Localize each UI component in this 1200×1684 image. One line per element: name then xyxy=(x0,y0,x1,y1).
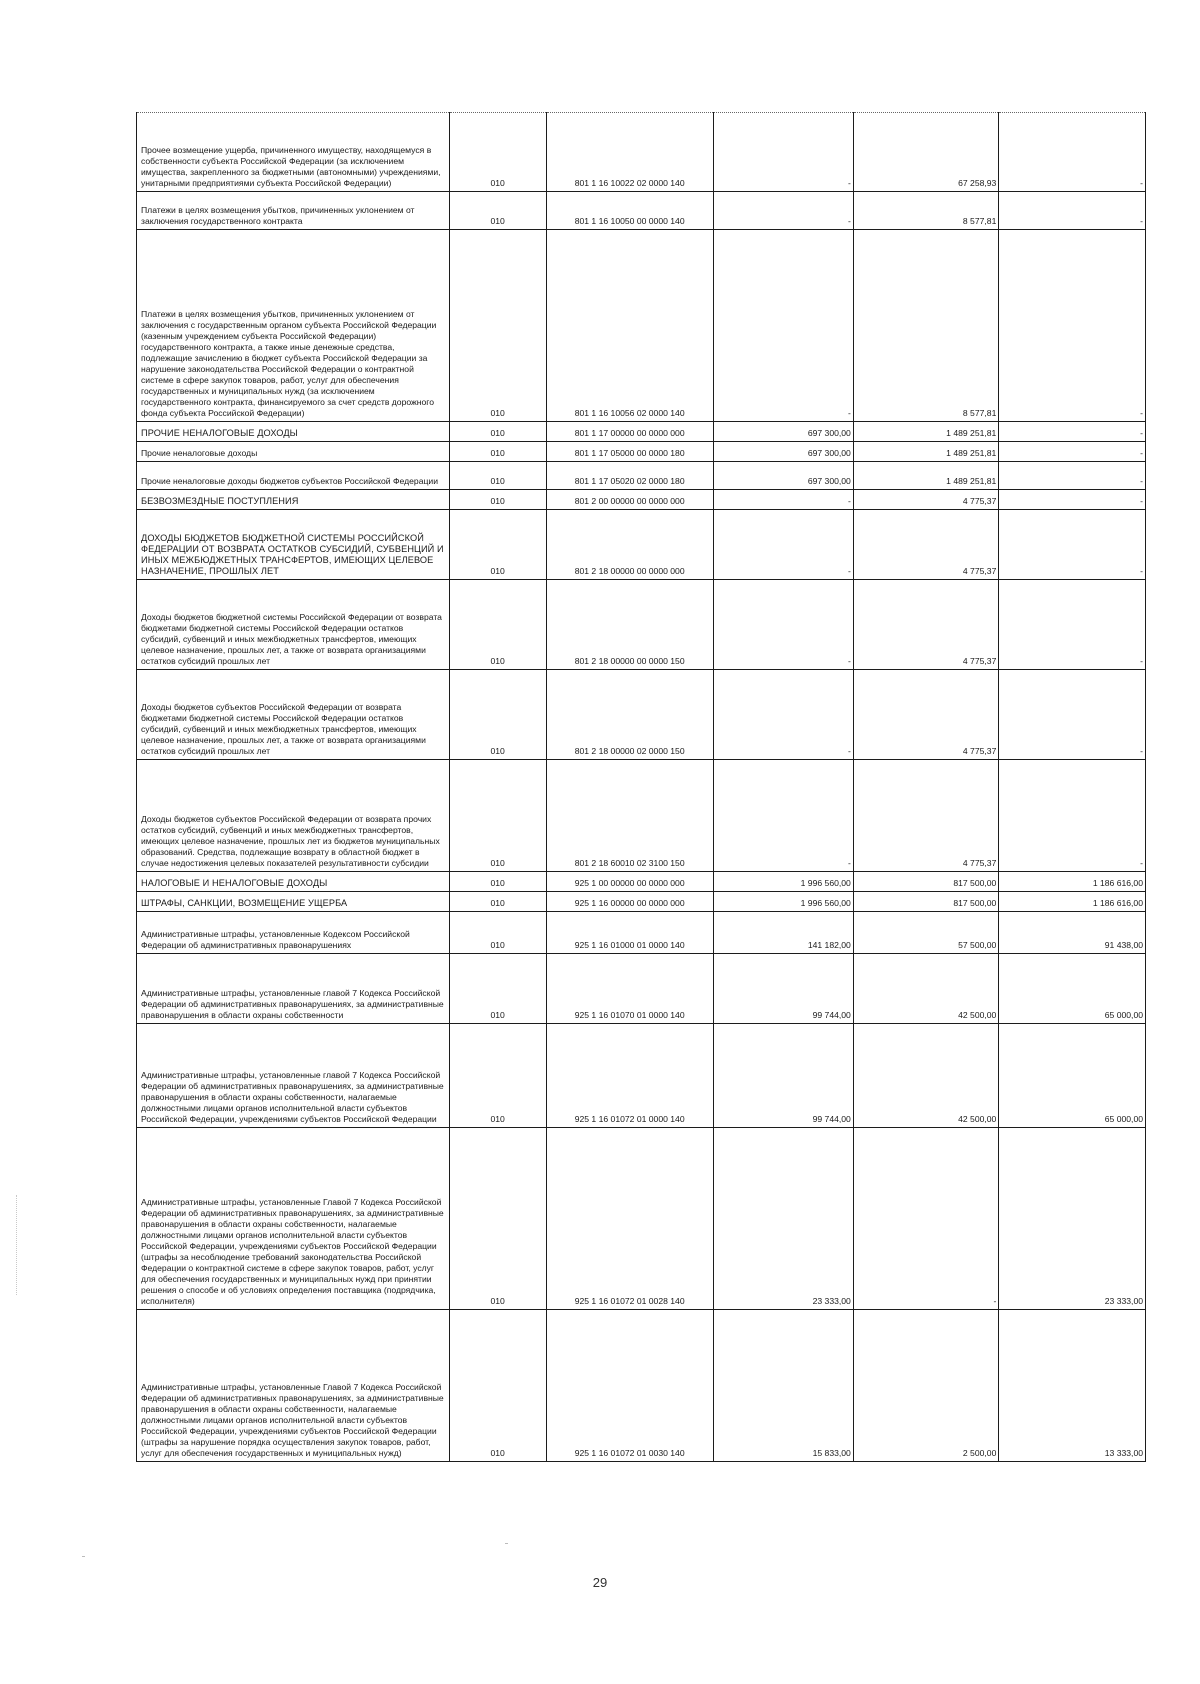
row-name-cell xyxy=(137,1024,450,1128)
row-value-approved: 141 182,00 xyxy=(713,912,853,954)
row-value-executed: 1 489 251,81 xyxy=(853,442,999,462)
row-value-approved: 15 833,00 xyxy=(713,1310,853,1462)
row-line-code: 010 xyxy=(449,1310,546,1462)
row-name: ПРОЧИЕ НЕНАЛОГОВЫЕ ДОХОДЫ xyxy=(141,428,298,438)
row-name-cell xyxy=(137,510,450,580)
row-value-unexecuted: - xyxy=(999,230,1146,422)
row-value-executed: 8 577,81 xyxy=(853,192,999,230)
table-row xyxy=(137,760,1146,872)
table-row xyxy=(137,892,1146,912)
row-value-approved: - xyxy=(713,580,853,670)
row-value-executed: 42 500,00 xyxy=(853,1024,999,1128)
row-value-approved: 697 300,00 xyxy=(713,442,853,462)
row-line-code: 010 xyxy=(449,113,546,192)
row-value-executed: 817 500,00 xyxy=(853,872,999,892)
row-name: Платежи в целях возмещения убытков, причиненных уклонением от заключения с государственным органом субъекта Российской Федерации (казенным учреждением субъекта Российской Федерации) государственного контракта, а также иные денежные средства, подлежащие зачислению в бюджет субъекта Российской Федерации за нарушение законодательства Российской Федерации о контрактной системе в сфере закупок товаров, работ, услуг для обеспечения государственных и муниципальных нужд (за исключением государственного контракта, финансируемого за счет средств дорожного фонда субъекта Российской Федерации) xyxy=(141,309,437,418)
table-row xyxy=(137,113,1146,192)
row-budget-code: 801 1 16 10022 02 0000 140 xyxy=(546,113,713,192)
row-value-executed: 4 775,37 xyxy=(853,670,999,760)
table-row xyxy=(137,912,1146,954)
row-value-unexecuted: - xyxy=(999,192,1146,230)
row-value-executed: 1 489 251,81 xyxy=(853,422,999,442)
row-line-code: 010 xyxy=(449,872,546,892)
row-value-approved: - xyxy=(713,192,853,230)
row-name-cell xyxy=(137,954,450,1024)
row-value-unexecuted: - xyxy=(999,580,1146,670)
row-value-executed: 8 577,81 xyxy=(853,230,999,422)
row-budget-code: 925 1 16 00000 00 0000 000 xyxy=(546,892,713,912)
row-line-code: 010 xyxy=(449,580,546,670)
row-line-code: 010 xyxy=(449,490,546,510)
row-budget-code: 925 1 16 01000 01 0000 140 xyxy=(546,912,713,954)
table-row xyxy=(137,490,1146,510)
row-name-cell xyxy=(137,192,450,230)
row-name-cell xyxy=(137,1128,450,1310)
revenue-table xyxy=(136,112,1146,1462)
row-value-executed: 67 258,93 xyxy=(853,113,999,192)
row-name: НАЛОГОВЫЕ И НЕНАЛОГОВЫЕ ДОХОДЫ xyxy=(141,878,328,888)
row-value-unexecuted: 13 333,00 xyxy=(999,1310,1146,1462)
row-value-executed: 817 500,00 xyxy=(853,892,999,912)
row-name-cell xyxy=(137,760,450,872)
table-row xyxy=(137,670,1146,760)
row-value-executed: 4 775,37 xyxy=(853,580,999,670)
row-value-executed: 4 775,37 xyxy=(853,510,999,580)
row-line-code: 010 xyxy=(449,954,546,1024)
row-budget-code: 801 1 16 10056 02 0000 140 xyxy=(546,230,713,422)
table-row xyxy=(137,510,1146,580)
row-budget-code: 801 1 17 00000 00 0000 000 xyxy=(546,422,713,442)
row-name-cell xyxy=(137,490,450,510)
row-line-code: 010 xyxy=(449,1024,546,1128)
row-budget-code: 801 2 18 60010 02 3100 150 xyxy=(546,760,713,872)
scan-speck xyxy=(82,1556,85,1557)
row-name: Административные штрафы, установленные Кодексом Российской Федерации об административных правонарушениях xyxy=(141,929,410,950)
row-name: Доходы бюджетов субъектов Российской Федерации от возврата бюджетами бюджетной системы Российской Федерации остатков субсидий, субвенций и иных межбюджетных трансфертов, имеющих целевое назначение, прошлых лет, а также от возврата организациями остатков субсидий прошлых лет xyxy=(141,702,426,756)
row-value-unexecuted: - xyxy=(999,422,1146,442)
row-name: ШТРАФЫ, САНКЦИИ, ВОЗМЕЩЕНИЕ УЩЕРБА xyxy=(141,898,348,908)
row-value-approved: - xyxy=(713,230,853,422)
scan-speck xyxy=(505,1543,508,1544)
row-value-executed: 57 500,00 xyxy=(853,912,999,954)
table-row xyxy=(137,192,1146,230)
row-value-approved: - xyxy=(713,490,853,510)
row-value-executed: - xyxy=(853,1128,999,1310)
row-budget-code: 801 1 17 05000 00 0000 180 xyxy=(546,442,713,462)
row-line-code: 010 xyxy=(449,462,546,490)
row-line-code: 010 xyxy=(449,892,546,912)
row-name-cell xyxy=(137,462,450,490)
row-value-approved: - xyxy=(713,113,853,192)
row-name-cell xyxy=(137,113,450,192)
row-budget-code: 925 1 16 01072 01 0028 140 xyxy=(546,1128,713,1310)
row-name: Административные штрафы, установленные главой 7 Кодекса Российской Федерации об административных правонарушениях, за административные правонарушения в области охраны собственности, налагаемые должностными лицами органов исполнительной власти субъектов Российской Федерации, учреждениями субъектов Российской Федерации xyxy=(141,1070,444,1124)
table-row xyxy=(137,1024,1146,1128)
row-value-approved: - xyxy=(713,760,853,872)
row-value-approved: 99 744,00 xyxy=(713,954,853,1024)
row-value-unexecuted: - xyxy=(999,442,1146,462)
table-row xyxy=(137,872,1146,892)
table-row xyxy=(137,1310,1146,1462)
row-value-executed: 42 500,00 xyxy=(853,954,999,1024)
row-budget-code: 925 1 16 01070 01 0000 140 xyxy=(546,954,713,1024)
table-row xyxy=(137,442,1146,462)
table-row xyxy=(137,1128,1146,1310)
table-row xyxy=(137,230,1146,422)
row-line-code: 010 xyxy=(449,1128,546,1310)
row-budget-code: 925 1 16 01072 01 0000 140 xyxy=(546,1024,713,1128)
row-name: ДОХОДЫ БЮДЖЕТОВ БЮДЖЕТНОЙ СИСТЕМЫ РОССИЙСКОЙ ФЕДЕРАЦИИ ОТ ВОЗВРАТА ОСТАТКОВ СУБСИДИЙ, СУБВЕНЦИЙ И ИНЫХ МЕЖБЮДЖЕТНЫХ ТРАНСФЕРТОВ, ИМЕЮЩИХ ЦЕЛЕВОЕ НАЗНАЧЕНИЕ, ПРОШЛЫХ ЛЕТ xyxy=(141,533,444,576)
row-name: Доходы бюджетов субъектов Российской Федерации от возврата прочих остатков субсидий, субвенций и иных межбюджетных трансфертов, имеющих целевое назначение, прошлых лет из бюджетов муниципальных образований. Средства, подлежащие возврату в областной бюджет в случае недостижения целевых показателей результативности субсидии xyxy=(141,814,440,868)
row-name-cell xyxy=(137,892,450,912)
row-budget-code: 925 1 00 00000 00 0000 000 xyxy=(546,872,713,892)
row-value-unexecuted: - xyxy=(999,490,1146,510)
row-budget-code: 801 1 17 05020 02 0000 180 xyxy=(546,462,713,490)
row-budget-code: 801 1 16 10050 00 0000 140 xyxy=(546,192,713,230)
row-value-unexecuted: - xyxy=(999,670,1146,760)
row-value-approved: 1 996 560,00 xyxy=(713,892,853,912)
row-name-cell xyxy=(137,442,450,462)
row-value-unexecuted: - xyxy=(999,113,1146,192)
row-line-code: 010 xyxy=(449,230,546,422)
row-value-unexecuted: - xyxy=(999,462,1146,490)
row-value-approved: 697 300,00 xyxy=(713,422,853,442)
row-value-executed: 4 775,37 xyxy=(853,490,999,510)
row-name: Административные штрафы, установленные Главой 7 Кодекса Российской Федерации об административных правонарушениях, за административные правонарушения в области охраны собственности, налагаемые должностными лицами органов исполнительной власти субъектов Российской Федерации, учреждениями субъектов Российской Федерации (штрафы за несоблюдение требований законодательства Российской Федерации о контрактной системе в сфере закупок товаров, работ, услуг для обеспечения государственных и муниципальных нужд при принятии решения о способе и об условиях определения поставщика (подрядчика, исполнителя) xyxy=(141,1197,444,1306)
row-line-code: 010 xyxy=(449,422,546,442)
row-name: Прочие неналоговые доходы xyxy=(141,448,258,458)
table-row xyxy=(137,580,1146,670)
row-value-executed: 4 775,37 xyxy=(853,760,999,872)
row-budget-code: 801 2 00 00000 00 0000 000 xyxy=(546,490,713,510)
row-budget-code: 801 2 18 00000 00 0000 000 xyxy=(546,510,713,580)
scan-margin-mark xyxy=(16,1195,17,1295)
row-value-approved: - xyxy=(713,510,853,580)
row-line-code: 010 xyxy=(449,912,546,954)
row-value-approved: 23 333,00 xyxy=(713,1128,853,1310)
row-name: Административные штрафы, установленные Главой 7 Кодекса Российской Федерации об административных правонарушениях, за административные правонарушения в области охраны собственности, налагаемые должностными лицами органов исполнительной власти субъектов Российской Федерации, учреждениями субъектов Российской Федерации (штрафы за нарушение порядка осуществления закупок товаров, работ, услуг для обеспечения государственных и муниципальных нужд) xyxy=(141,1382,444,1458)
row-name: Платежи в целях возмещения убытков, причиненных уклонением от заключения государственного контракта xyxy=(141,205,415,226)
row-value-unexecuted: 23 333,00 xyxy=(999,1128,1146,1310)
row-name-cell xyxy=(137,580,450,670)
row-line-code: 010 xyxy=(449,670,546,760)
row-value-executed: 2 500,00 xyxy=(853,1310,999,1462)
row-line-code: 010 xyxy=(449,442,546,462)
row-name-cell xyxy=(137,230,450,422)
row-value-unexecuted: 65 000,00 xyxy=(999,1024,1146,1128)
row-name: Прочие неналоговые доходы бюджетов субъектов Российской Федерации xyxy=(141,476,438,486)
row-budget-code: 801 2 18 00000 00 0000 150 xyxy=(546,580,713,670)
page-number: 29 xyxy=(592,1575,608,1590)
table-row xyxy=(137,954,1146,1024)
row-value-approved: 697 300,00 xyxy=(713,462,853,490)
row-value-approved: 99 744,00 xyxy=(713,1024,853,1128)
row-name: Административные штрафы, установленные главой 7 Кодекса Российской Федерации об административных правонарушениях, за административные правонарушения в области охраны собственности xyxy=(141,988,444,1020)
row-value-unexecuted: - xyxy=(999,510,1146,580)
row-name: Прочее возмещение ущерба, причиненного имуществу, находящемуся в собственности субъекта Российской Федерации (за исключением имущества, закрепленного за бюджетными (автономными) учреждениями, унитарными предприятиями субъекта Российской Федерации) xyxy=(141,145,441,188)
row-line-code: 010 xyxy=(449,192,546,230)
row-value-unexecuted: 65 000,00 xyxy=(999,954,1146,1024)
row-value-approved: 1 996 560,00 xyxy=(713,872,853,892)
row-value-unexecuted: - xyxy=(999,760,1146,872)
row-value-unexecuted: 91 438,00 xyxy=(999,912,1146,954)
row-budget-code: 801 2 18 00000 02 0000 150 xyxy=(546,670,713,760)
row-name-cell xyxy=(137,1310,450,1462)
row-value-unexecuted: 1 186 616,00 xyxy=(999,892,1146,912)
row-name-cell xyxy=(137,422,450,442)
row-name-cell xyxy=(137,872,450,892)
row-line-code: 010 xyxy=(449,760,546,872)
row-name: Доходы бюджетов бюджетной системы Российской Федерации от возврата бюджетами бюджетной системы Российской Федерации остатков субсидий, субвенций и иных межбюджетных трансфертов, имеющих целевое назначение, прошлых лет, а также от возврата организациями остатков субсидий прошлых лет xyxy=(141,612,442,666)
row-line-code: 010 xyxy=(449,510,546,580)
row-name-cell xyxy=(137,670,450,760)
row-budget-code: 925 1 16 01072 01 0030 140 xyxy=(546,1310,713,1462)
row-value-executed: 1 489 251,81 xyxy=(853,462,999,490)
row-name: БЕЗВОЗМЕЗДНЫЕ ПОСТУПЛЕНИЯ xyxy=(141,496,299,506)
row-value-approved: - xyxy=(713,670,853,760)
row-value-unexecuted: 1 186 616,00 xyxy=(999,872,1146,892)
table-row xyxy=(137,462,1146,490)
table-row xyxy=(137,422,1146,442)
row-name-cell xyxy=(137,912,450,954)
